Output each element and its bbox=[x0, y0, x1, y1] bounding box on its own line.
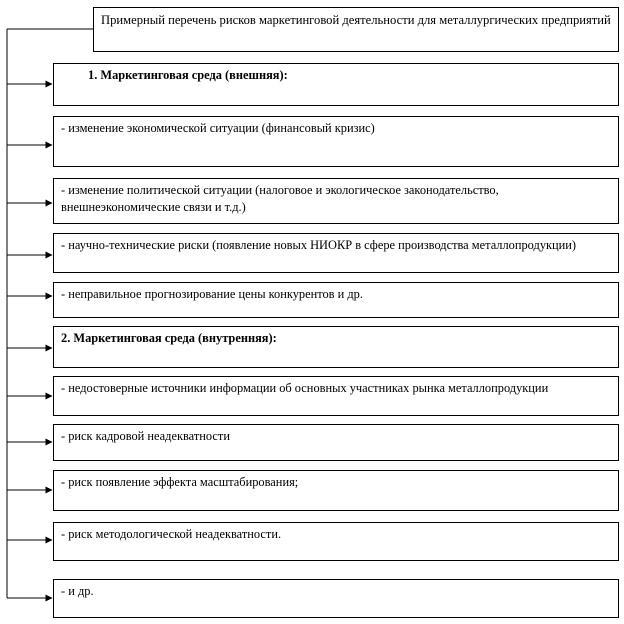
risk-methodological-inadequacy bbox=[53, 522, 619, 561]
risk-other bbox=[53, 579, 619, 618]
risk-competitor-pricing bbox=[53, 282, 619, 318]
risk-scientific-technical bbox=[53, 233, 619, 273]
diagram-title-box bbox=[93, 7, 619, 52]
external-environment-label: 1. Маркетинговая среда (внешняя): bbox=[88, 68, 288, 82]
risk-scaling-effect bbox=[53, 470, 619, 511]
risk-political-situation-label: - изменение политической ситуации (налоговое и экологическое законодательство, внешнеэкономические связи и т.д.) bbox=[61, 183, 499, 215]
risk-economic-situation bbox=[53, 116, 619, 167]
diagram-title: Примерный перечень рисков маркетинговой деятельности для металлургических предприятий bbox=[101, 13, 611, 27]
internal-environment-label: 2. Маркетинговая среда (внутренняя): bbox=[61, 331, 277, 345]
risk-personnel-inadequacy-label: - риск кадровой неадекватности bbox=[61, 429, 230, 443]
risk-other-label: - и др. bbox=[61, 584, 94, 598]
external-environment-header bbox=[53, 63, 619, 106]
risk-unreliable-information-label: - недостоверные источники информации об основных участниках рынка металлопродукции bbox=[61, 381, 549, 395]
risk-scientific-technical-label: - научно-технические риски (появление новых НИОКР в сфере производства металлопродукции) bbox=[61, 238, 577, 252]
risk-personnel-inadequacy bbox=[53, 424, 619, 461]
internal-environment-header bbox=[53, 326, 619, 368]
risk-methodological-inadequacy-label: - риск методологической неадекватности. bbox=[61, 527, 282, 541]
risk-scaling-effect-label: - риск появление эффекта масштабирования; bbox=[61, 475, 299, 489]
risk-economic-situation-label: - изменение экономической ситуации (финансовый кризис) bbox=[61, 121, 375, 135]
risk-unreliable-information bbox=[53, 376, 619, 416]
risk-political-situation bbox=[53, 178, 619, 224]
risk-competitor-pricing-label: - неправильное прогнозирование цены конкурентов и др. bbox=[61, 287, 363, 301]
